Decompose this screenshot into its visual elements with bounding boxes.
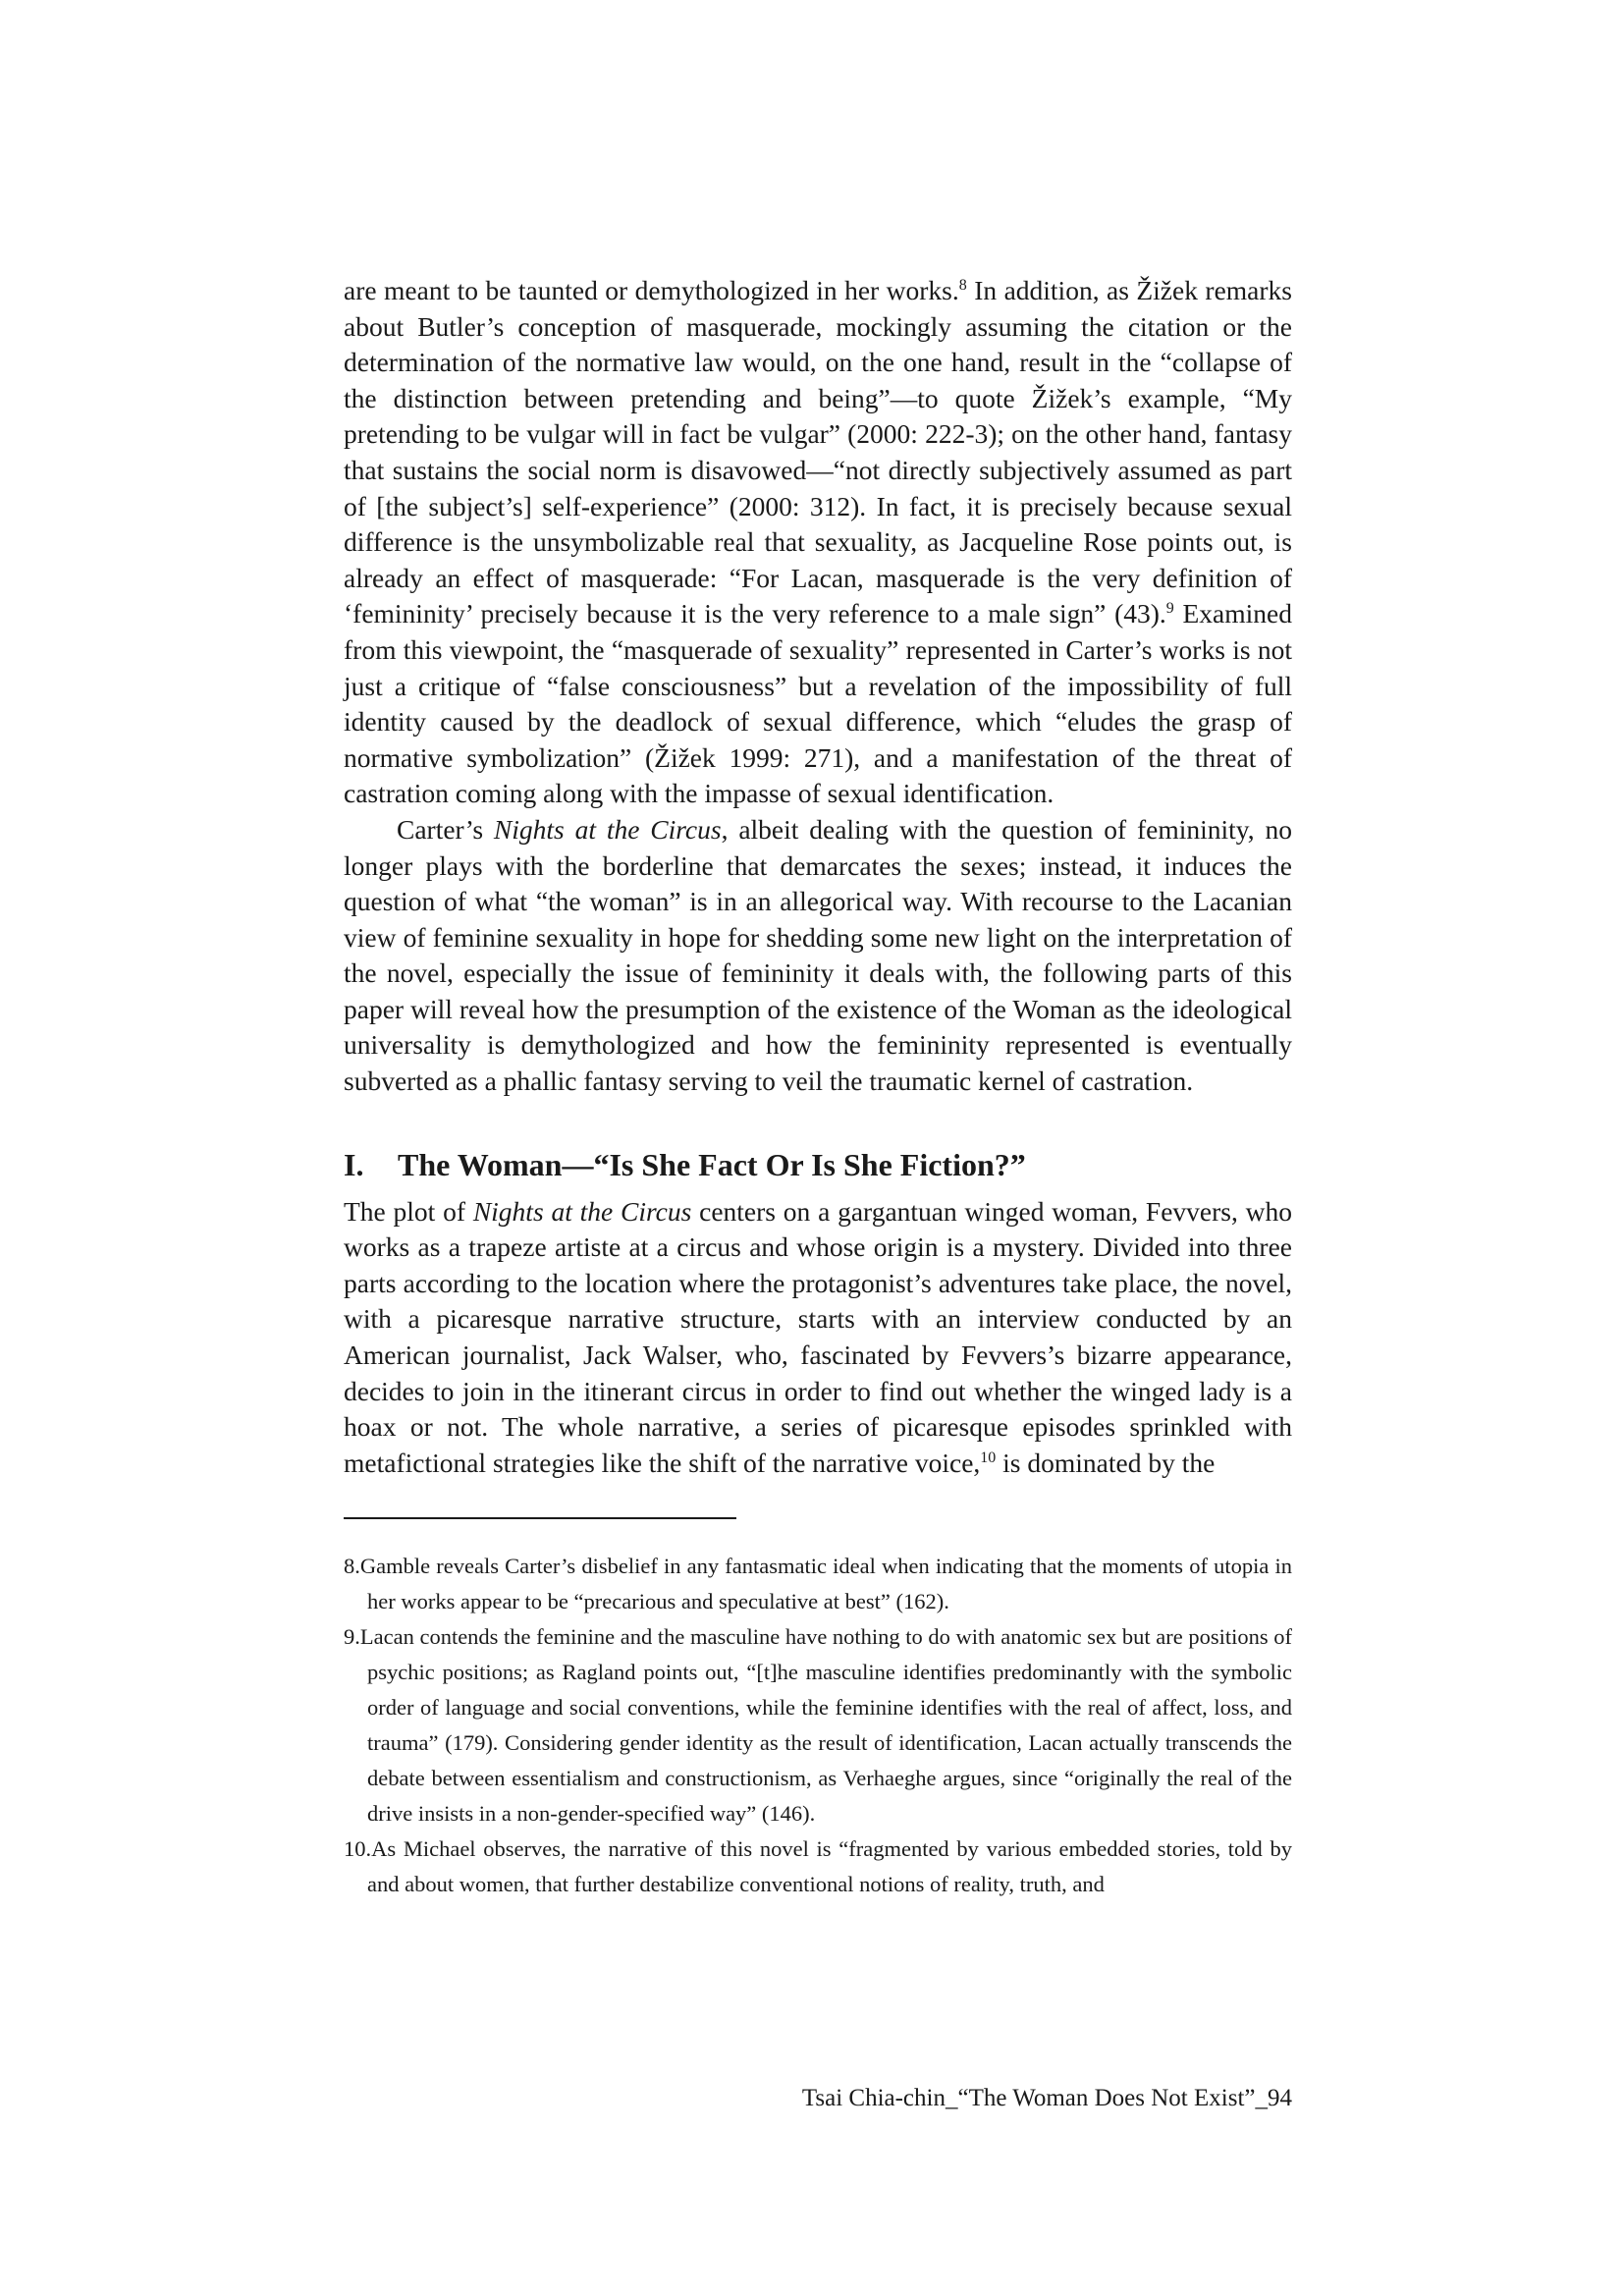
paragraph-text: is dominated by the bbox=[996, 1447, 1216, 1478]
section-heading bbox=[344, 1145, 1292, 1184]
paragraph-text: , albeit dealing with the question of femininity, no longer plays with the borderline that demarcates the sexes; instead, it induces the question of what “the woman” is in an allegorical way. With recourse to the Lacanian view of feminine sexuality in hope for shedding some new light on the interpretation of the novel, especially the issue of femininity it deals with, the following parts of this paper will reveal how the presumption of the existence of the Woman as the ideological universality is demythologized and how the femininity represented is eventually subverted as a phallic fantasy serving to veil the traumatic kernel of castration. bbox=[344, 813, 1292, 1097]
footnote-label: 9. bbox=[344, 1624, 360, 1650]
footnote-text: Lacan contends the feminine and the masculine have nothing to do with anatomic sex but are positions of psychic positions; as Ragland points out, “[t]he masculine identifies predominantly with the symbolic order of language and social conventions, while the feminine identifies with the real of affect, loss, and trauma” (179). Considering gender identity as the result of identification, Lacan actually transcends the debate between essentialism and constructionism, as Verhaeghe argues, since “originally the real of the drive insists in a non-gender-specified way” (146). bbox=[359, 1624, 1292, 1827]
footnote-text: As Michael observes, the narrative of this novel is “fragmented by various embedded stories, told by and about women, that further destabilize conventional notions of reality, truth, and bbox=[367, 1836, 1292, 1897]
footnote-8 bbox=[344, 1549, 1292, 1619]
paragraph-text: are meant to be taunted or demythologized in her works. bbox=[344, 275, 959, 305]
footnote-9 bbox=[344, 1619, 1292, 1831]
section-number: I. bbox=[344, 1146, 364, 1182]
book-title: Nights at the Circus bbox=[472, 1195, 692, 1227]
body-paragraph-1 bbox=[344, 273, 1292, 812]
paragraph-text: In addition, as Žižek remarks about Butler’s conception of masquerade, mockingly assuming the citation or the determination of the normative law would, on the one hand, result in the “collapse of the distinction between pretending and being”—to quote Žižek’s example, “My pretending to be vulgar will in fact be vulgar” (2000: 222-3); on the other hand, fantasy that sustains the social norm is disavowed—“not directly subjectively assumed as part of [the subject’s] self-experience” (2000: 312). In fact, it is precisely because sexual difference is the unsymbolizable real that sexuality, as Jacqueline Rose points out, is already an effect of masquerade: “For Lacan, masquerade is the very definition of ‘femininity’ precisely because it is the very reference to a male sign” (43). bbox=[344, 275, 1292, 629]
footnote-ref-10[interactable]: 10 bbox=[980, 1449, 997, 1466]
book-title: Nights at the Circus bbox=[493, 813, 722, 845]
paragraph-text: centers on a gargantuan winged woman, Fevvers, who works as a trapeze artiste at a circus and whose origin is a mystery. Divided into three parts according to the location where the protagonist’s adventures take place, the novel, with a picaresque narrative structure, starts with an interview conducted by an American journalist, Jack Walser, who, fascinated by Fevvers’s bizarre appearance, decides to join in the itinerant circus in order to find out whether the winged lady is a hoax or not. The whole narrative, a series of picaresque episodes sprinkled with metafictional strategies like the shift of the narrative voice, bbox=[344, 1195, 1292, 1478]
footnote-ref-9[interactable]: 9 bbox=[1165, 600, 1174, 618]
body-paragraph-3 bbox=[344, 1194, 1292, 1482]
footnote-ref-8[interactable]: 8 bbox=[958, 276, 967, 294]
footnote-label: 10. bbox=[344, 1836, 372, 1862]
footnote-divider bbox=[344, 1517, 736, 1519]
footnotes bbox=[344, 1549, 1292, 1902]
page-content bbox=[344, 273, 1292, 1902]
section-title: The Woman—“Is She Fact Or Is She Fiction?” bbox=[398, 1146, 1026, 1182]
paragraph-text: The plot of bbox=[344, 1195, 473, 1227]
paragraph-text: Examined from this viewpoint, the “masquerade of sexuality” represented in Carter’s works is not just a critique of “false consciousness” but a revelation of the impossibility of full identity caused by the deadlock of sexual difference, which “eludes the grasp of normative symbolization” (Žižek 1999: 271), and a manifestation of the threat of castration coming along with the impasse of sexual identification. bbox=[344, 598, 1292, 809]
page-footer: Tsai Chia-chin_“The Woman Does Not Exist”_94 bbox=[801, 2085, 1292, 2111]
paragraph-text: Carter’s bbox=[397, 813, 494, 845]
footnote-text: Gamble reveals Carter’s disbelief in any fantasmatic ideal when indicating that the moments of utopia in her works appear to be “precarious and speculative at best” (162). bbox=[359, 1554, 1292, 1614]
footnote-10 bbox=[344, 1831, 1292, 1902]
footnote-label: 8. bbox=[344, 1554, 360, 1579]
body-paragraph-2 bbox=[344, 812, 1292, 1100]
